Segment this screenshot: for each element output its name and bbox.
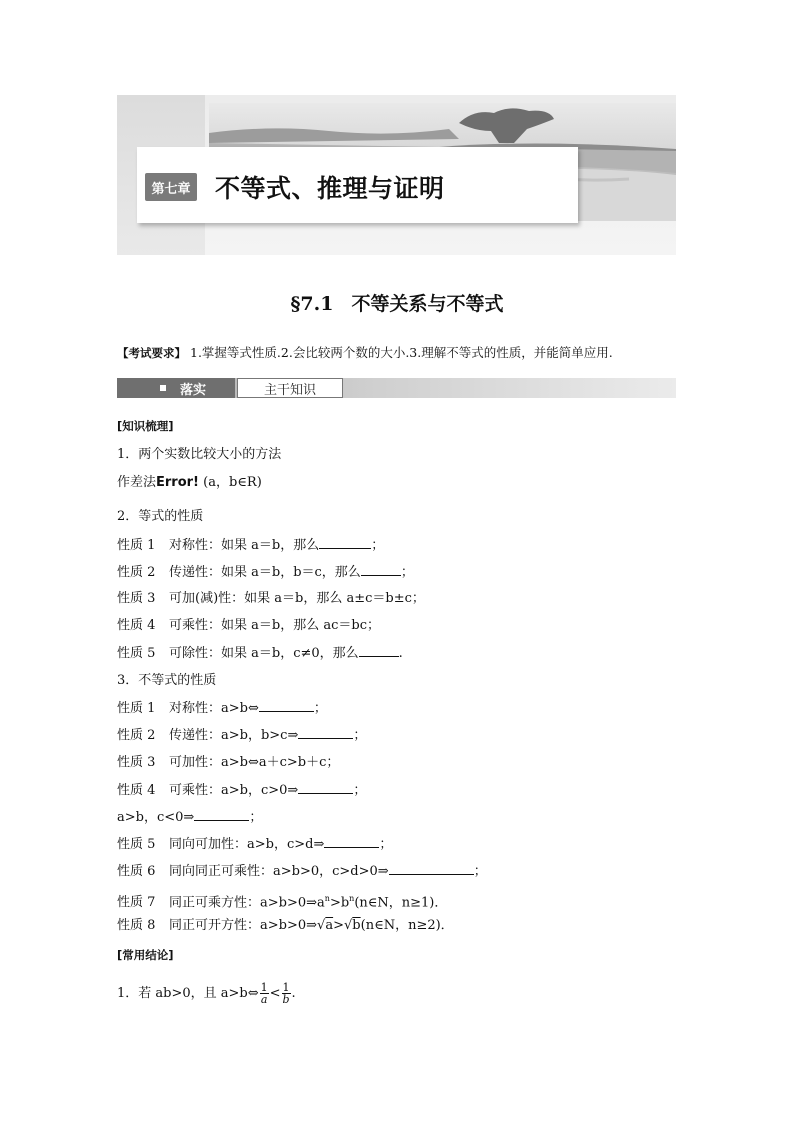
prop-tail: ； — [313, 701, 327, 716]
conclusion-item1: 1．若 ab>0，且 a>b⇔ $\frac{1}{a}$ < $\frac{1}{b}$ . — [117, 981, 296, 1006]
fill-blank — [194, 809, 249, 821]
prop-label: 性质 6 — [117, 864, 156, 879]
prop-text: 同正可开方性：a>b>0⇒ — [169, 918, 318, 933]
fill-blank — [259, 700, 314, 712]
prop-text: 可乘性：如果 a＝b，那么 ac＝bc； — [169, 618, 380, 633]
prop-rest: (n∈N，n≥2)． — [360, 918, 454, 933]
prop-text: 传递性：a>b，b>c⇒ — [169, 728, 299, 743]
prop-text: 传递性：如果 a＝b，b＝c，那么 — [169, 565, 361, 580]
section-title-text: 不等关系与不等式 — [351, 293, 504, 315]
fill-blank — [298, 782, 353, 794]
section-bar-dark-tab — [117, 378, 235, 398]
ineq-prop-row — [117, 836, 392, 853]
item1-line — [117, 475, 262, 491]
section-title — [0, 289, 794, 316]
prop-text: 可乘性：a>b，c>0⇒ — [169, 783, 299, 798]
prop-text: a>b，c<0⇒ — [117, 810, 195, 825]
item2-title: 2．等式的性质 — [117, 509, 204, 524]
eq-prop-row — [117, 618, 380, 634]
prop-label: 性质 4 — [117, 618, 156, 633]
prop-tail: ； — [249, 810, 263, 825]
prop-label: 性质 3 — [117, 755, 156, 770]
eq-prop-row — [117, 645, 403, 662]
item1-title: 1．两个实数比较大小的方法 — [117, 447, 282, 462]
prop-label: 性质 4 — [117, 783, 156, 798]
conclusions-header: [常用结论] — [117, 948, 174, 962]
item3-title: 3．不等式的性质 — [117, 673, 217, 688]
prop-label: 性质 7 — [117, 895, 156, 911]
fill-blank — [359, 645, 399, 657]
prop-tail: ； — [353, 728, 367, 743]
exam-requirements-label: 【考试要求】 — [117, 346, 186, 360]
section-bar-dark-label: 落实 — [180, 382, 207, 398]
ineq-prop-row — [117, 727, 366, 744]
prop-label: 性质 5 — [117, 837, 156, 852]
prop-tail: ； — [371, 538, 385, 553]
nth-root-icon: √ — [344, 918, 353, 933]
ineq-prop-row — [117, 755, 339, 771]
exam-requirements-text: 1.掌握等式性质.2.会比较两个数的大小.3.理解不等式的性质，并能简单应用. — [190, 345, 613, 360]
prop-text: 对称性：a>b⇔ — [169, 701, 259, 716]
chapter-banner — [117, 95, 676, 255]
prop-text: 同向可加性：a>b，c>d⇒ — [169, 837, 325, 852]
prop-label: 性质 1 — [117, 701, 156, 716]
chapter-card — [137, 147, 578, 223]
fill-blank — [319, 537, 371, 549]
nth-root-icon: √ — [317, 918, 326, 933]
item1-prefix: 作差法 — [117, 475, 157, 490]
eq-prop-row — [117, 591, 425, 607]
fill-blank — [298, 727, 353, 739]
fraction-1-over-a: $\frac{1}{a}$ — [260, 981, 268, 1006]
prop-label: 性质 3 — [117, 591, 156, 606]
ineq-prop-row — [117, 863, 487, 880]
prop-text: 同向同正可乘性：a>b>0，c>d>0⇒ — [169, 864, 389, 879]
prop-label: 性质 1 — [117, 538, 156, 553]
prop-tail: ； — [379, 837, 393, 852]
eq-prop-row — [117, 564, 414, 581]
fill-blank — [361, 564, 401, 576]
fraction-1-over-b: $\frac{1}{b}$ — [282, 981, 290, 1006]
prop-tail: . — [398, 646, 403, 661]
chapter-badge: 第七章 — [145, 173, 197, 201]
exponent-n: n — [349, 894, 355, 903]
fill-blank — [324, 836, 379, 848]
prop-label: 性质 8 — [117, 918, 156, 933]
item1-error: Error! — [156, 475, 199, 490]
ineq-prop-row: 性质 8 同正可开方性：a>b>0⇒√a>√b(n∈N，n≥2)． — [117, 918, 454, 933]
prop-text: 对称性：如果 a＝b，那么 — [169, 538, 320, 553]
exponent-n: n — [324, 894, 330, 903]
prop-label: 性质 2 — [117, 565, 156, 580]
ineq-prop-row — [117, 700, 327, 717]
square-bullet-icon — [160, 385, 166, 391]
prop-tail: ； — [473, 864, 487, 879]
conclusion-prefix: 1．若 ab>0，且 a>b⇔ — [117, 986, 259, 1001]
ineq-prop-row: 性质 7 同正可乘方性：$a>b>0\Rightarrow a^n>b^n(n\in N$，n≥1)． — [117, 894, 448, 911]
exam-requirements — [117, 343, 613, 361]
chapter-title: 不等式、推理与证明 — [215, 174, 445, 203]
eq-prop-row — [117, 537, 384, 554]
prop-text: 可加(减)性：如果 a＝b，那么 a±c＝b±c； — [169, 591, 425, 606]
prop-text: 同正可乘方性：a>b>0⇒a — [169, 895, 325, 911]
knowledge-header: [知识梳理] — [117, 419, 174, 433]
prop-tail: ； — [400, 565, 414, 580]
section-bar — [117, 378, 676, 398]
ineq-prop-row — [117, 809, 262, 826]
prop-label: 性质 5 — [117, 646, 156, 661]
fill-blank — [389, 863, 474, 875]
section-bar-light-tab: 主干知识 — [237, 378, 343, 398]
prop-text: 可除性：如果 a＝b，c≠0，那么 — [169, 646, 359, 661]
prop-tail: ； — [353, 783, 367, 798]
item1-suffix: (a，b∈R) — [199, 475, 262, 490]
prop-text: 可加性：a>b⇔a＋c>b＋c； — [169, 755, 340, 770]
prop-rest: (n∈N，n≥1)． — [354, 895, 448, 911]
prop-label: 性质 2 — [117, 728, 156, 743]
ineq-prop-row — [117, 782, 366, 799]
section-number: §7.1 — [290, 293, 334, 315]
